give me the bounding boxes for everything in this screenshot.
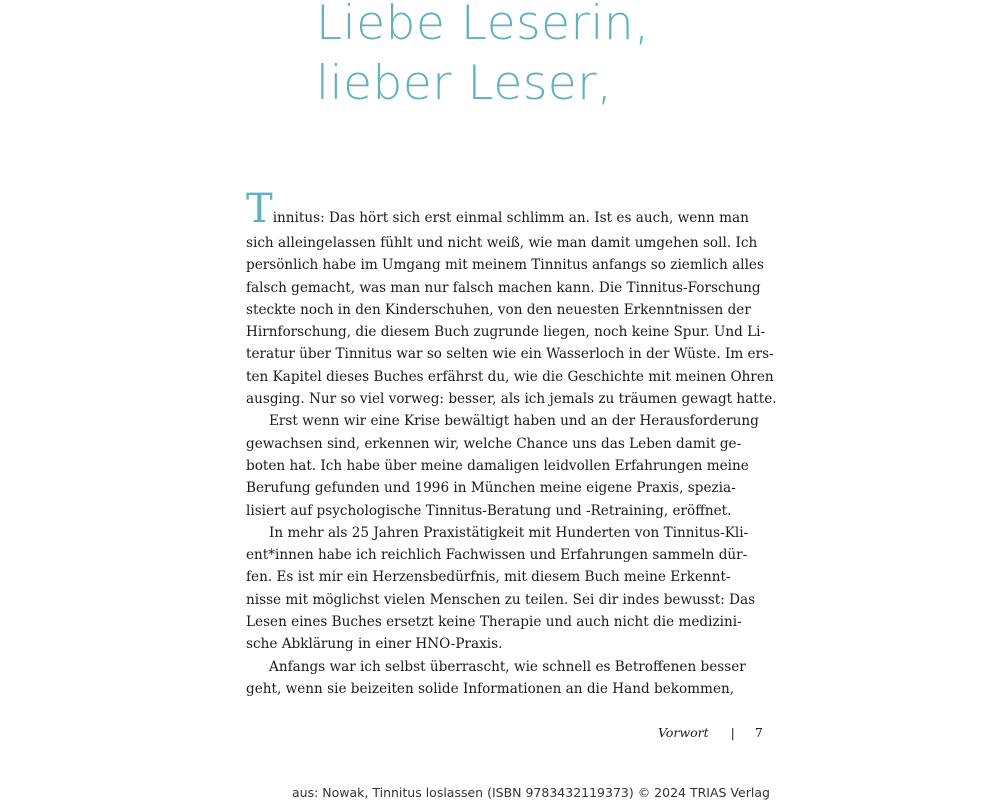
footer-separator: | (730, 725, 735, 740)
text-line: Hirnforschung, die diesem Buch zugrunde liegen, noch keine Spur. Und Li- (246, 324, 766, 341)
paragraph-4 (246, 656, 746, 701)
text-line: geht, wenn sie beizeiten solide Informationen an die Hand bekommen, (246, 680, 735, 697)
text-line: In mehr als 25 Jahren Praxistätigkeit mit Hunderten von Tinnitus-Kli- (269, 524, 749, 541)
page-number: 7 (754, 725, 763, 740)
text-line: lisiert auf psychologische Tinnitus-Beratung und -Retraining, eröffnet. (246, 502, 732, 519)
text-line: ent*innen habe ich reichlich Fachwissen und Erfahrungen sammeln dür- (246, 547, 748, 564)
text-line: falsch gemacht, was man nur falsch machen kann. Die Tinnitus-Forschung (246, 279, 761, 296)
text-line: Lesen eines Buches ersetzt keine Therapie und auch nicht die medizini- (246, 614, 742, 631)
source-citation: aus: Nowak, Tinnitus loslassen (ISBN 9783432119373) © 2024 TRIAS Verlag (292, 785, 770, 800)
text-line: gewachsen sind, erkennen wir, welche Chance uns das Leben damit ge- (246, 435, 742, 452)
text-line: sche Abklärung in einer HNO-Praxis. (246, 636, 503, 653)
paragraph-2 (246, 410, 759, 521)
body-text (246, 186, 777, 700)
paragraph-1 (246, 186, 777, 410)
page-footer (658, 725, 763, 740)
heading-line-2: lieber Leser, (316, 56, 613, 111)
footer-section-title: Vorwort (658, 725, 709, 740)
text-line: sich alleingelassen fühlt und nicht weiß, wie man damit umgehen soll. Ich (246, 235, 758, 251)
drop-cap: T (246, 186, 273, 232)
text-line: Anfangs war ich selbst überrascht, wie schnell es Betroffenen besser (269, 658, 746, 675)
text-line: Berufung gefunden und 1996 in München meine eigene Praxis, spezia- (246, 480, 736, 497)
text-line: ten Kapitel dieses Buches erfährst du, wie die Geschichte mit meinen Ohren (246, 368, 774, 385)
paragraph-3 (246, 522, 756, 656)
text-line: boten hat. Ich habe über meine damaligen leidvollen Erfahrungen meine (246, 457, 749, 474)
text-line: Tinnitus: Das hört sich erst einmal schlimm an. Ist es auch, wenn man (246, 186, 749, 232)
chapter-heading (316, 0, 916, 114)
text-line: steckte noch in den Kinderschuhen, von den neuesten Erkenntnissen der (246, 301, 751, 318)
heading-line-1: Liebe Leserin, (316, 0, 650, 51)
text-line: ausging. Nur so viel vorweg: besser, als ich jemals zu träumen gewagt hatte. (246, 391, 777, 408)
text-line: persönlich habe im Umgang mit meinem Tinnitus anfangs so ziemlich alles (246, 257, 764, 274)
text-line: nisse mit möglichst vielen Menschen zu teilen. Sei dir indes bewusst: Das (246, 591, 756, 608)
text-line: Erst wenn wir eine Krise bewältigt haben und an der Herausforderung (269, 413, 759, 430)
text-line: teratur über Tinnitus war so selten wie ein Wasserloch in der Wüste. Im ers- (246, 346, 774, 363)
text-line: fen. Es ist mir ein Herzensbedürfnis, mit diesem Buch meine Erkennt- (246, 569, 731, 586)
